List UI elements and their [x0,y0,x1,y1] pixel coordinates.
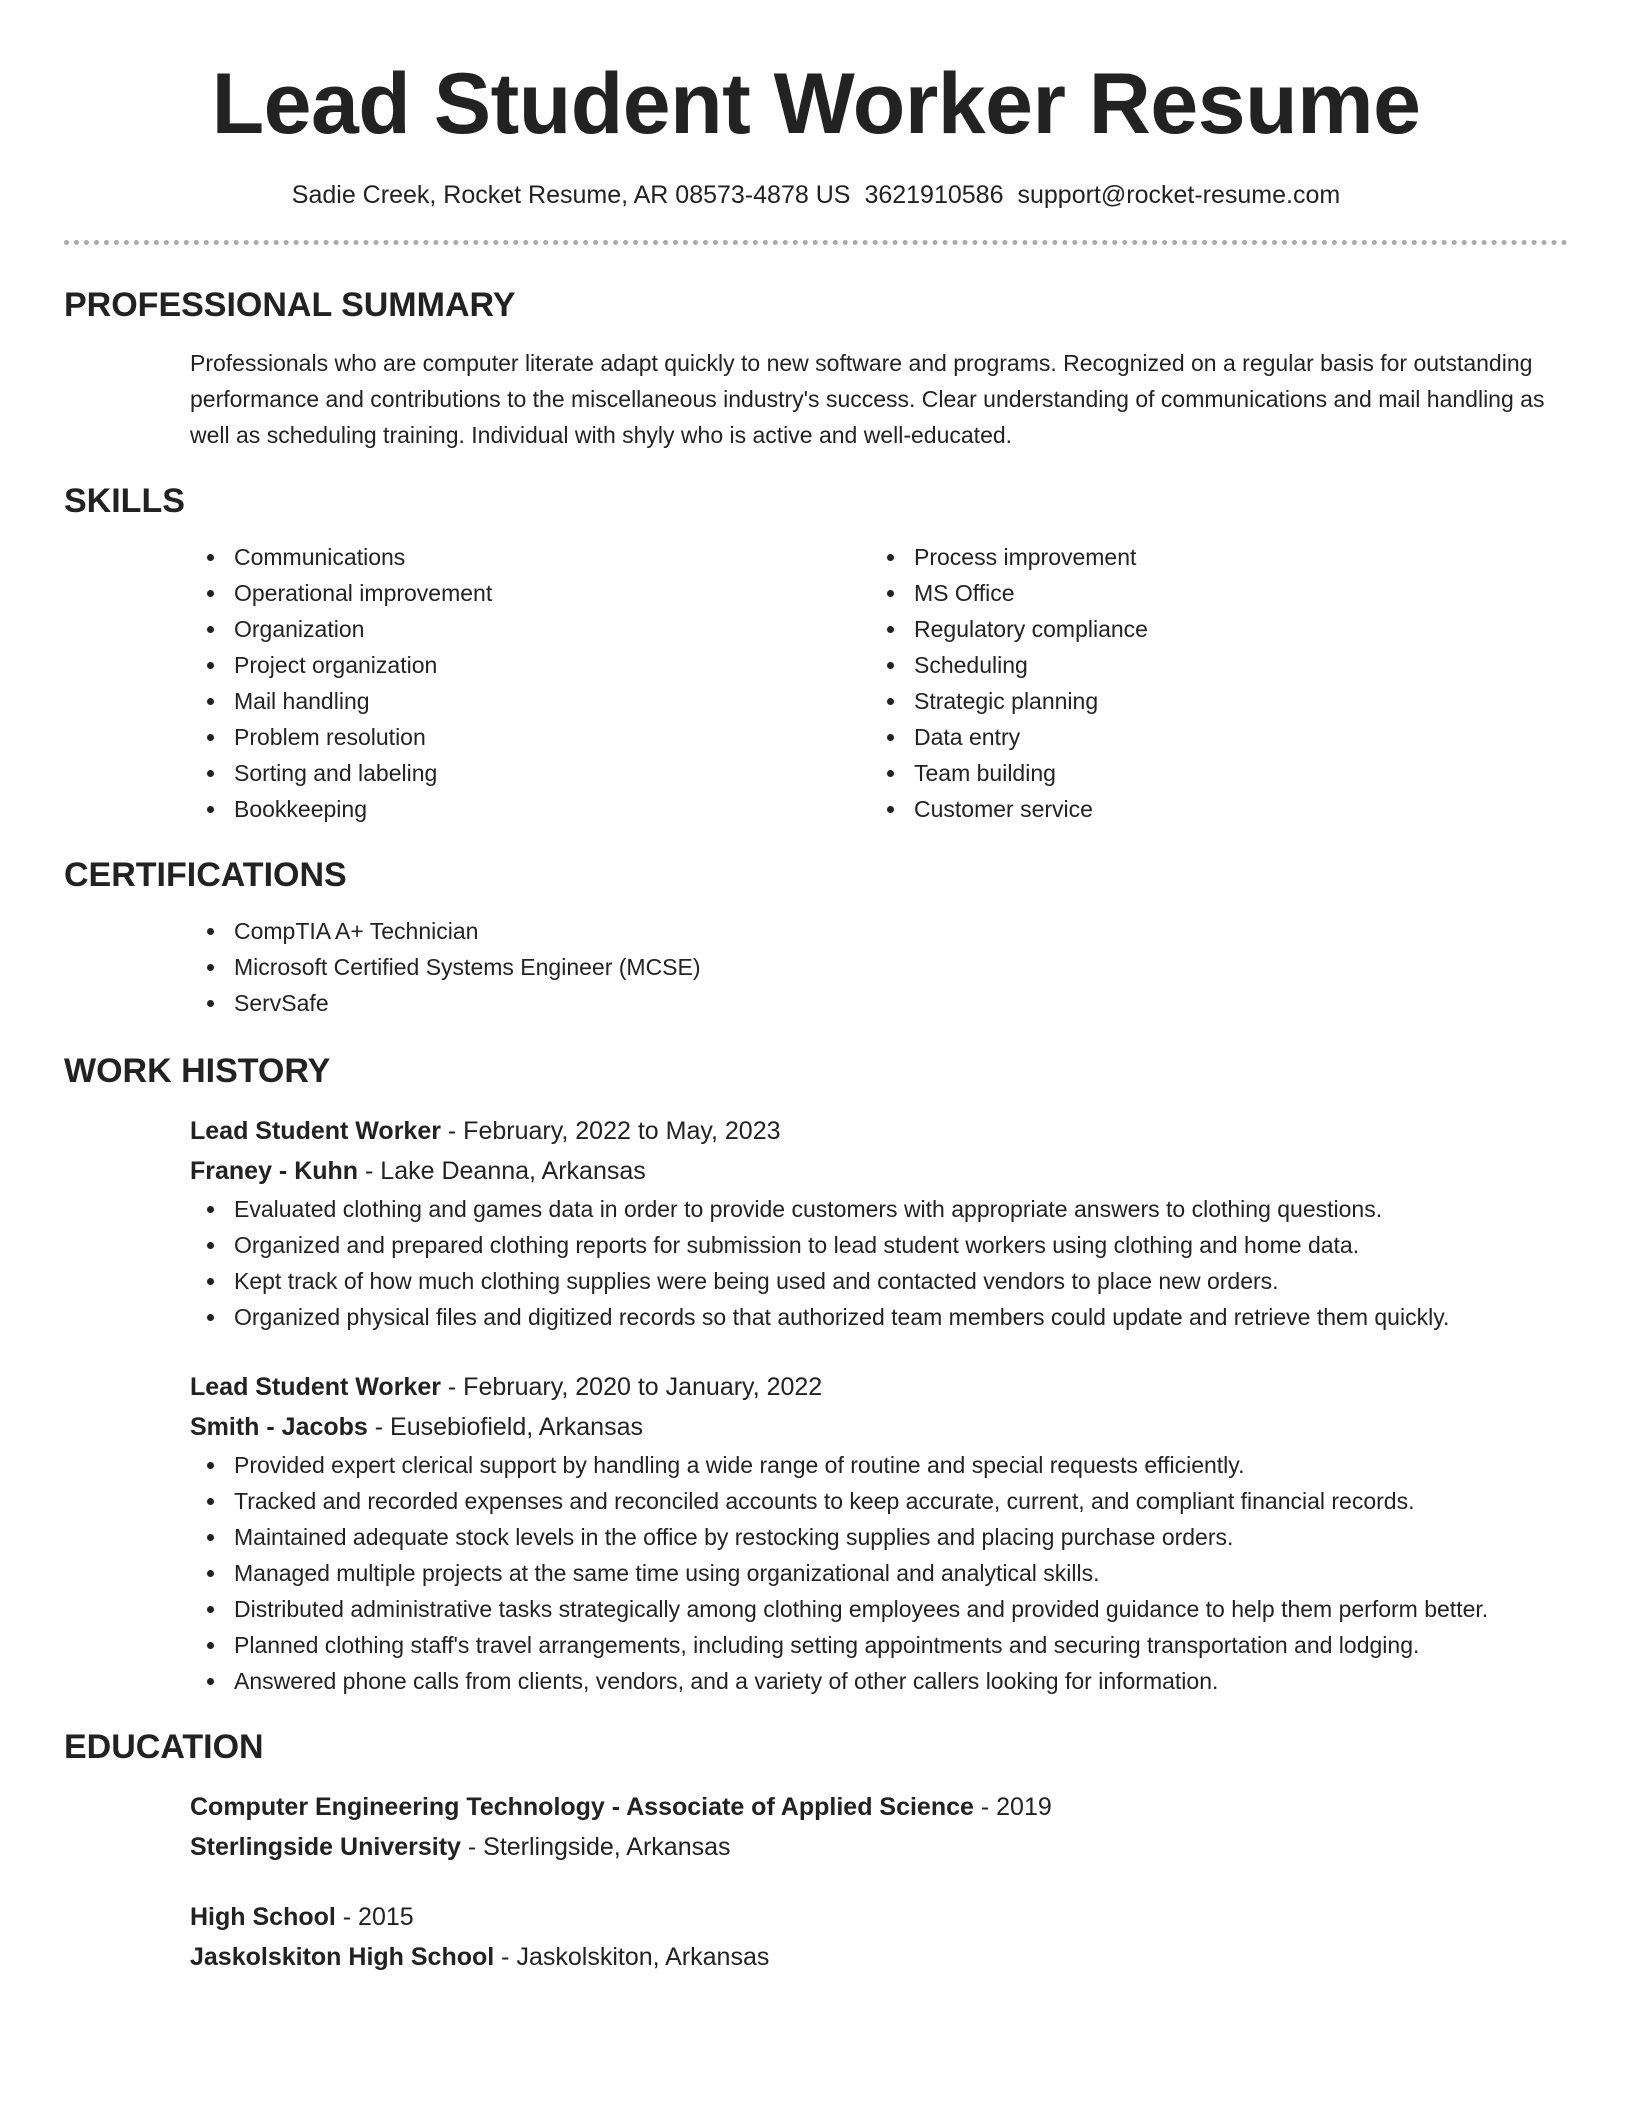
job-bullet: Organized and prepared clothing reports for submission to lead student workers using clothing and home data. [190,1227,1568,1263]
job-employer-line [190,1151,1568,1191]
skills-list [190,539,1568,827]
education-list [190,1787,1568,1977]
school-name: Jaskolskiton High School [190,1943,495,1971]
resume-title: Lead Student Worker Resume [211,56,1421,152]
degree-name: Computer Engineering Technology - Associate of Applied Science [190,1793,974,1821]
resume-page [64,0,1568,1977]
job-title-line [190,1367,1568,1407]
degree-line [190,1787,1568,1827]
job-employer: Smith - Jacobs [190,1413,368,1441]
skill-item: Process improvement [870,539,1550,575]
summary-text: Professionals who are computer literate adapt quickly to new software and programs. Recognized on a regular basis for outstanding performance and contributions to the miscellaneous industry's success. Clear understanding of communications and mail handling as well as scheduling training. Individual with shyly who is active and well-educated. [190,350,1545,448]
job-employer: Franey - Kuhn [190,1157,359,1185]
job-entry [190,1111,1568,1335]
job-title: Lead Student Worker [190,1373,441,1401]
school-location: - Sterlingside, Arkansas [460,1833,731,1861]
skills-column-left [190,539,870,827]
certification-item: ServSafe [190,985,1568,1021]
skill-item: Data entry [870,719,1550,755]
header-divider [64,240,1568,245]
job-employer-line [190,1407,1568,1447]
job-bullet: Tracked and recorded expenses and reconciled accounts to keep accurate, current, and compliant financial records. [190,1483,1568,1519]
job-bullet: Answered phone calls from clients, vendors, and a variety of other callers looking for information. [190,1663,1568,1699]
school-line [190,1937,1568,1977]
education-entry [190,1787,1568,1867]
skill-item: Bookkeeping [190,791,870,827]
certifications-heading: CERTIFICATIONS [64,856,347,894]
summary-heading: PROFESSIONAL SUMMARY [64,286,516,324]
job-location: - Lake Deanna, Arkansas [358,1157,646,1185]
certification-item: CompTIA A+ Technician [190,913,1568,949]
job-bullet: Managed multiple projects at the same time using organizational and analytical skills. [190,1555,1568,1591]
skill-item: Operational improvement [190,575,870,611]
degree-year: - 2019 [973,1793,1052,1821]
school-name: Sterlingside University [190,1833,461,1861]
skill-item: Scheduling [870,647,1550,683]
skills-heading: SKILLS [64,482,185,520]
job-dates: - February, 2022 to May, 2023 [440,1117,781,1145]
job-bullet: Evaluated clothing and games data in order to provide customers with appropriate answers to clothing questions. [190,1191,1568,1227]
job-bullet: Planned clothing staff's travel arrangements, including setting appointments and securing transportation and lodging. [190,1627,1568,1663]
education-entry [190,1897,1568,1977]
job-bullet: Organized physical files and digitized records so that authorized team members could update and retrieve them quickly. [190,1299,1568,1335]
job-bullet: Kept track of how much clothing supplies were being used and contacted vendors to place new orders. [190,1263,1568,1299]
job-location: - Eusebiofield, Arkansas [367,1413,643,1441]
skill-item: Team building [870,755,1550,791]
school-location: - Jaskolskiton, Arkansas [494,1943,770,1971]
certifications-list [190,913,1568,1021]
school-line [190,1827,1568,1867]
skill-item: Strategic planning [870,683,1550,719]
certification-item: Microsoft Certified Systems Engineer (MCSE) [190,949,1568,985]
skill-item: Mail handling [190,683,870,719]
skill-item: Organization [190,611,870,647]
degree-name: High School [190,1903,336,1931]
education-heading: EDUCATION [64,1728,264,1766]
job-bullet: Provided expert clerical support by handling a wide range of routine and special requests efficiently. [190,1447,1568,1483]
job-entry [190,1367,1568,1699]
skill-item: Communications [190,539,870,575]
skill-item: Customer service [870,791,1550,827]
job-title-line [190,1111,1568,1151]
contact-address: Sadie Creek, Rocket Resume, AR 08573-4878 US [291,181,851,209]
degree-line [190,1897,1568,1937]
skill-item: Regulatory compliance [870,611,1550,647]
contact-info [64,180,1568,210]
work-history-heading: WORK HISTORY [64,1052,331,1090]
skill-item: Project organization [190,647,870,683]
contact-email: support@rocket-resume.com [1017,181,1341,209]
skill-item: MS Office [870,575,1550,611]
job-title: Lead Student Worker [190,1117,441,1145]
skill-item: Problem resolution [190,719,870,755]
skills-column-right [870,539,1550,827]
job-bullet: Maintained adequate stock levels in the office by restocking supplies and placing purchase orders. [190,1519,1568,1555]
skill-item: Sorting and labeling [190,755,870,791]
job-dates: - February, 2020 to January, 2022 [440,1373,823,1401]
contact-phone: 3621910586 [864,181,1004,209]
job-bullet: Distributed administrative tasks strategically among clothing employees and provided guidance to help them perform better. [190,1591,1568,1627]
degree-year: - 2015 [335,1903,414,1931]
work-history [190,1111,1568,1699]
